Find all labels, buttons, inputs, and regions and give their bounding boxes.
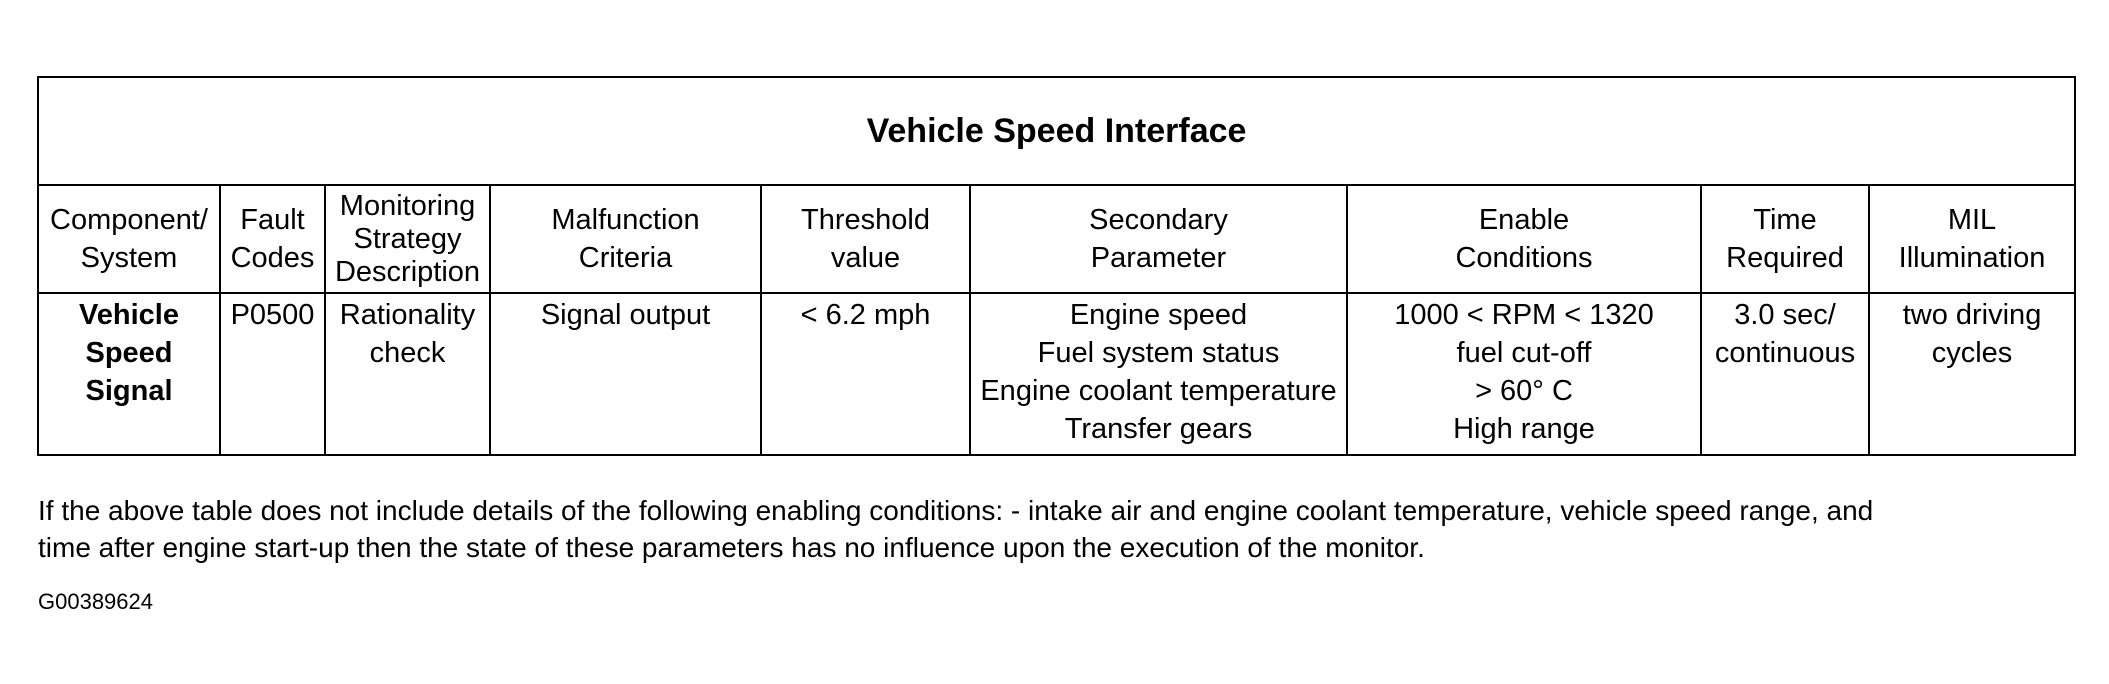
header-fault-codes: Fault Codes xyxy=(220,185,325,293)
header-time-required: Time Required xyxy=(1701,185,1869,293)
cell-malfunction-criteria: Signal output xyxy=(490,293,761,455)
footnote xyxy=(38,492,2078,566)
header-monitoring-strategy: Monitoring Strategy Description xyxy=(325,185,490,293)
header-mil-illumination: MIL Illumination xyxy=(1869,185,2075,293)
header-enable-conditions: Enable Conditions xyxy=(1347,185,1701,293)
header-row xyxy=(38,185,2075,293)
cell-monitoring-strategy: Rationality check xyxy=(325,293,490,455)
table-title: Vehicle Speed Interface xyxy=(38,77,2075,185)
header-secondary-parameter: Secondary Parameter xyxy=(970,185,1347,293)
vehicle-speed-interface-table xyxy=(37,76,2076,456)
header-malfunction-criteria: Malfunction Criteria xyxy=(490,185,761,293)
header-component-system: Component/ System xyxy=(38,185,220,293)
cell-enable-conditions: 1000 < RPM < 1320 fuel cut-off > 60° C High range xyxy=(1347,293,1701,455)
footnote-line: If the above table does not include details of the following enabling conditions: - intake air and engine coolant temperature, vehicle speed range, and xyxy=(38,495,1874,526)
header-threshold-value: Threshold value xyxy=(761,185,970,293)
cell-secondary-parameter: Engine speed Fuel system status Engine coolant temperature Transfer gears xyxy=(970,293,1347,455)
footnote-line: time after engine start-up then the state of these parameters has no influence upon the execution of the monitor. xyxy=(38,532,1425,563)
document-id: G00389624 xyxy=(38,589,153,614)
cell-component: Vehicle Speed Signal xyxy=(38,293,220,455)
cell-threshold-value: < 6.2 mph xyxy=(761,293,970,455)
cell-mil-illumination: two driving cycles xyxy=(1869,293,2075,455)
table-row xyxy=(38,293,2075,455)
cell-time-required: 3.0 sec/ continuous xyxy=(1701,293,1869,455)
cell-fault-code: P0500 xyxy=(220,293,325,455)
